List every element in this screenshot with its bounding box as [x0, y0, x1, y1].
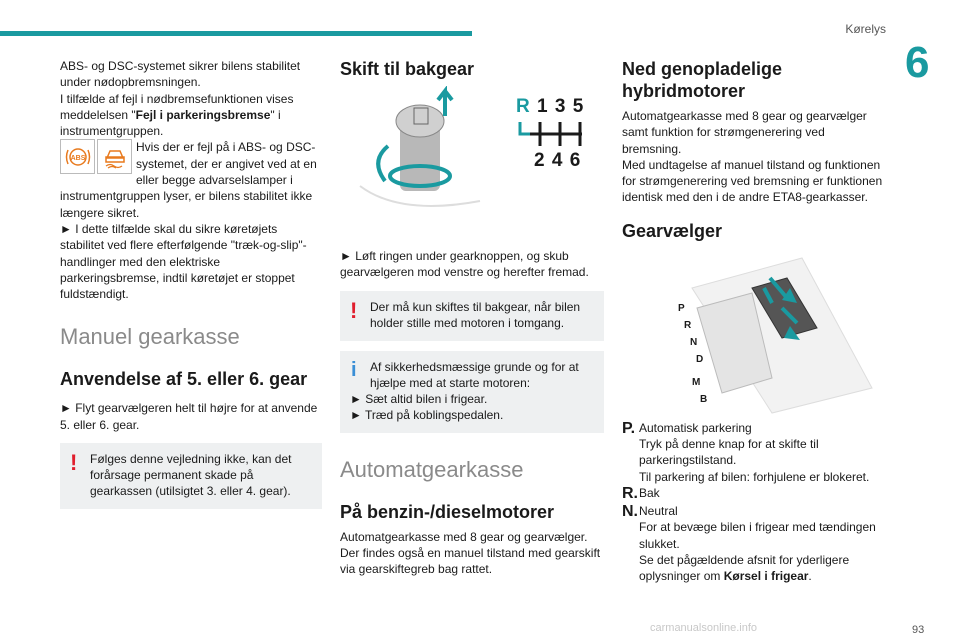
svg-text:ABS: ABS	[70, 154, 85, 162]
warning-box: ! Følges denne vejledning ikke, kan det forårsage permanent skade på gearkassen (utilsigtet 3. eller 4. gear).	[60, 443, 322, 509]
gear-selector-drawing	[622, 248, 886, 418]
section-heading-automatic: Automatgearkasse	[340, 456, 524, 482]
selector-d: D	[696, 353, 704, 365]
subheading-petrol-diesel: På benzin-/dieselmotorer	[340, 501, 555, 522]
warning-icon: !	[70, 450, 78, 476]
warning-icon: !	[350, 297, 358, 323]
info-icon: i	[351, 358, 357, 381]
paragraph: Med undtagelse af manuel tilstand og funktionen for strømgenerering ved bremsning er funktionen identisk med den i de andre ETA8-gearkasser.	[622, 157, 883, 205]
paragraph: ► Flyt gearvælgeren helt til højre for at anvende 5. eller 6. gear.	[60, 401, 318, 432]
definition-n: N. Neutral For at bevæge bilen i frigear med tændingen slukket. Se det pågældende afsnit for yderligere oplysninger om Kørsel i frigear.	[622, 502, 876, 584]
warning-lamps	[60, 139, 132, 174]
info-box: i Af sikkerhedsmæssige grunde og for at hjælpe med at starte motoren: ► Sæt altid bilen i frigear. ► Træd på koblingspedalen.	[340, 351, 604, 433]
paragraph: Automatgearkasse med 8 gear og gearvælger samt funktion for strømgenerering ved bremsning.	[622, 109, 867, 156]
paragraph: ► I dette tilfælde skal du sikre køretøjets stabilitet ved flere efterfølgende "træk-og-slip"-handlinger med den elektriske parkeringsbremse, indtil køretøjet er stoppet fuldstændigt.	[60, 221, 307, 302]
paragraph: I tilfælde af fejl i nødbremsefunktionen vises meddelelsen "Fejl i parkeringsbremse" i instrumentgruppen.	[60, 91, 294, 139]
selector-n: N	[690, 336, 698, 348]
selector-p: P	[678, 302, 685, 314]
page-number: 93	[912, 624, 925, 636]
heading-reverse-gear: Skift til bakgear	[340, 59, 475, 79]
column-2	[340, 58, 604, 577]
gear-shift-pattern	[516, 120, 596, 150]
gear-pattern-top: R 1 3 5	[516, 96, 585, 117]
gear-pattern-bottom: 2 4 6	[534, 150, 582, 171]
paragraph: Automatgearkasse med 8 gear og gearvælger. Der findes også en manuel tilstand med gearskift via gearskiftegreb bag rattet.	[340, 529, 601, 577]
paragraph: Hvis der er fejl på i ABS- og DSC-systemet, der er angivet ved at en eller begge advarselslamper i instrumentgruppen lyser, er bilens stabilitet ikke længere sikret.	[60, 140, 317, 220]
abs-warning-icon	[60, 139, 95, 174]
column-1	[60, 58, 322, 509]
selector-letters	[672, 300, 712, 408]
heading-hybrid: Ned genopladelige hybridmotorer	[622, 59, 783, 101]
selector-m: M	[692, 376, 701, 388]
warning-lamps-paragraph	[60, 139, 322, 220]
header-accent-bar	[0, 31, 472, 36]
warning-box: ! Der må kun skiftes til bakgear, når bilen holder stille med motoren i tomgang.	[340, 291, 604, 341]
paragraph: ► Løft ringen under gearknoppen, og skub gearvælgeren mod venstre og herefter fremad.	[340, 249, 589, 280]
chapter-number: 6	[905, 38, 930, 87]
section-title: Kørelys	[845, 22, 886, 36]
subheading-5-6-gear: Anvendelse af 5. eller 6. gear	[60, 369, 308, 390]
definition-r: R. Bak	[622, 484, 660, 502]
paragraph: ABS- og DSC-systemet sikrer bilens stabilitet under nødopbremsningen.	[60, 59, 301, 90]
column-3	[622, 58, 886, 584]
heading-gear-selector: Gearvælger	[622, 220, 723, 241]
selector-b: B	[700, 393, 708, 405]
section-heading-manual: Manuel gearkasse	[60, 324, 240, 350]
watermark: carmanualsonline.info	[650, 622, 758, 634]
reverse-gear-illustration	[340, 86, 604, 221]
dsc-warning-icon	[97, 139, 132, 174]
selector-r: R	[684, 319, 692, 331]
gear-selector-illustration	[622, 248, 886, 418]
definition-p: P. Automatisk parkering Tryk på denne knap for at skifte til parkeringstilstand. Til parkering af bilen: forhjulene er blokeret.	[622, 419, 870, 484]
